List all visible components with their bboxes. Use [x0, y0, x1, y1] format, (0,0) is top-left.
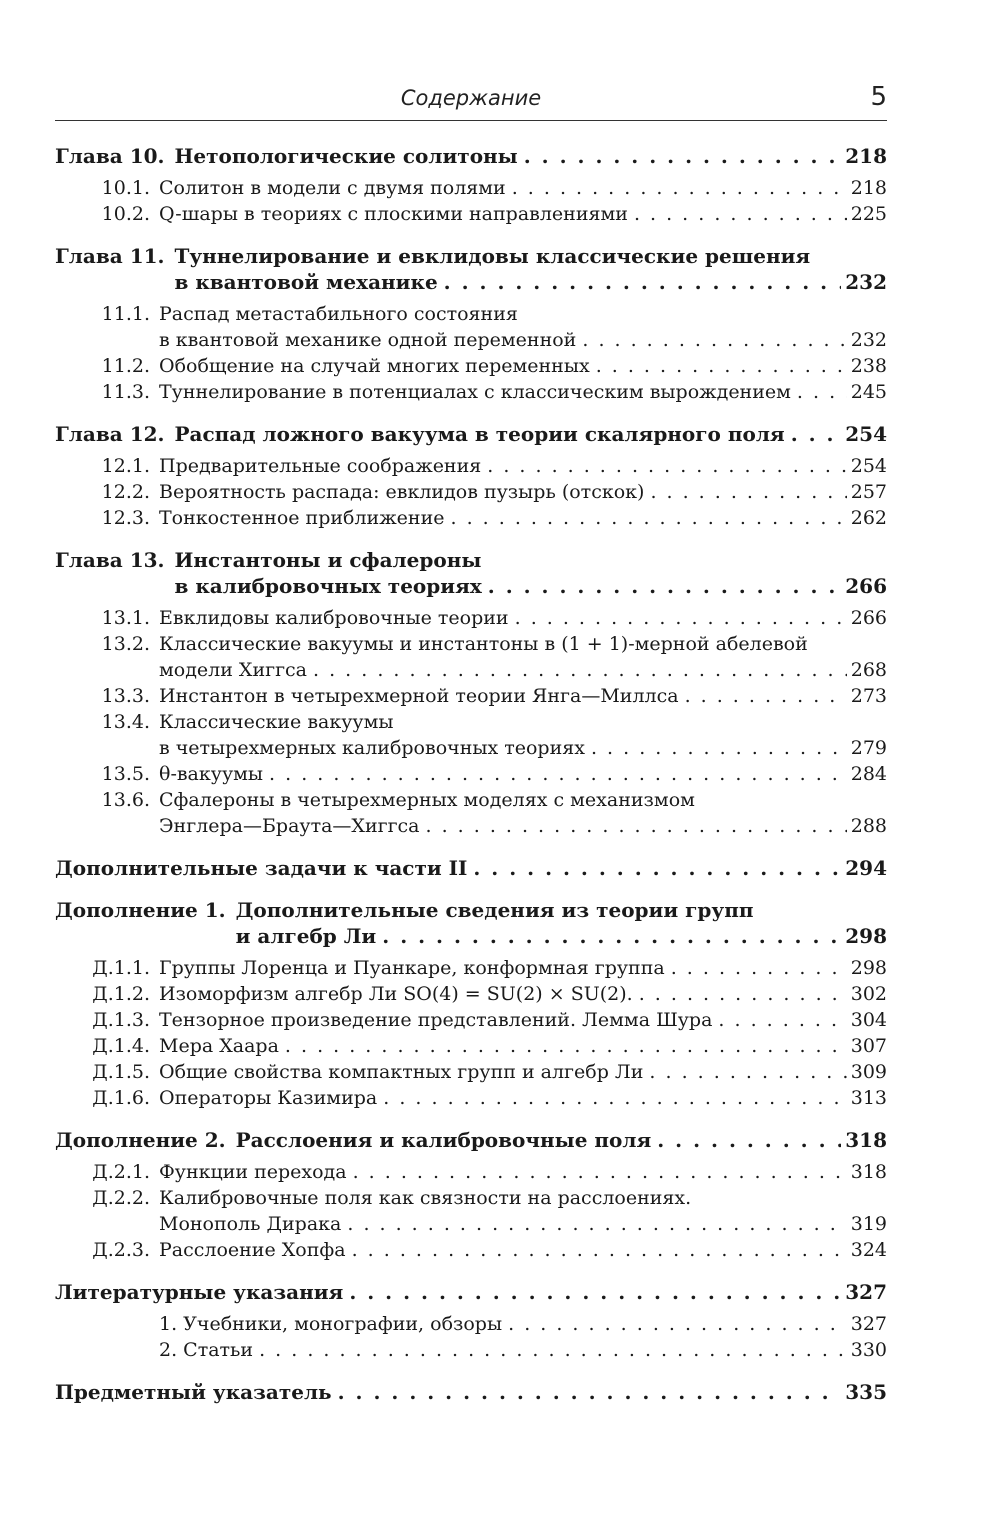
dot-leader	[718, 1007, 846, 1033]
toc-section	[55, 479, 887, 505]
toc-chapter	[55, 243, 887, 405]
dot-leader	[649, 1059, 846, 1085]
section-page: 254	[850, 455, 887, 477]
section-number: Д.2.3.	[92, 1239, 150, 1261]
section-title: Калибровочные поля как связности на расслоениях.	[159, 1187, 692, 1209]
section-title: Группы Лоренца и Пуанкаре, конформная группа	[159, 957, 665, 979]
section-page: 225	[850, 203, 887, 225]
dot-leader	[797, 379, 847, 405]
toc-section	[55, 1033, 887, 1059]
toc-chapter	[55, 1379, 887, 1405]
section-page: 288	[850, 815, 887, 837]
dot-leader	[508, 1311, 847, 1337]
dot-leader	[634, 201, 847, 227]
section-page: 279	[850, 737, 887, 759]
chapter-label: Глава 12.	[55, 422, 165, 446]
chapter-heading	[55, 855, 887, 881]
section-number: 13.1.	[101, 607, 150, 629]
section-number: 11.2.	[101, 355, 150, 377]
section-number: 12.1.	[101, 455, 150, 477]
section-title: Вероятность распада: евклидов пузырь (отскок)	[159, 481, 645, 503]
toc-section	[55, 683, 887, 709]
chapter-title: Нетопологические солитоны	[174, 144, 518, 168]
chapter-label: Глава 13.	[55, 548, 165, 572]
dot-leader	[382, 923, 841, 949]
dot-leader	[512, 175, 847, 201]
section-title: Операторы Казимира	[159, 1087, 378, 1109]
toc-section	[55, 1007, 887, 1033]
section-page: 245	[850, 381, 887, 403]
toc-chapter	[55, 855, 887, 881]
chapter-title: Инстантоны и сфалероны	[174, 548, 482, 572]
section-title: θ-вакуумы	[159, 763, 264, 785]
section-page: 313	[850, 1087, 887, 1109]
chapter-page: 218	[845, 144, 887, 168]
section-page: 318	[850, 1161, 887, 1183]
section-title: Тензорное произведение представлений. Лемма Шура	[159, 1009, 713, 1031]
section-number: Д.1.4.	[92, 1035, 150, 1057]
section-title: Классические вакуумы	[159, 711, 394, 733]
section-number: 12.2.	[101, 481, 150, 503]
section-number: 10.1.	[101, 177, 150, 199]
chapter-title: Дополнительные сведения из теории групп	[235, 898, 754, 922]
section-number: 13.4.	[101, 711, 150, 733]
chapter-heading	[55, 547, 887, 599]
dot-leader	[338, 1379, 842, 1405]
section-number: Д.1.3.	[92, 1009, 150, 1031]
dot-leader	[347, 1211, 846, 1237]
section-number: 11.3.	[101, 381, 150, 403]
section-title: Обобщение на случай многих переменных	[159, 355, 590, 377]
chapter-page: 318	[845, 1128, 887, 1152]
section-page: 268	[850, 659, 887, 681]
section-page: 257	[850, 481, 887, 503]
chapter-page: 232	[845, 270, 887, 294]
chapter-page: 266	[845, 574, 887, 598]
toc-section	[55, 379, 887, 405]
dot-leader	[515, 605, 847, 631]
section-number: 13.5.	[101, 763, 150, 785]
toc-chapter	[55, 421, 887, 531]
chapter-page: 298	[845, 924, 887, 948]
section-title: Мера Хаара	[159, 1035, 279, 1057]
section-title: 2. Статьи	[159, 1339, 254, 1361]
section-number: 13.6.	[101, 789, 150, 811]
toc-section	[55, 353, 887, 379]
toc-chapter	[55, 1279, 887, 1363]
running-head-title: Содержание	[400, 86, 542, 110]
section-title: Общие свойства компактных групп и алгебр Ли	[159, 1061, 644, 1083]
chapter-title: Туннелирование и евклидовы классические решения	[174, 244, 811, 268]
table-of-contents	[55, 143, 887, 1405]
section-page: 232	[850, 329, 887, 351]
chapter-title: в калибровочных теориях	[174, 574, 482, 598]
section-number: Д.1.5.	[92, 1061, 150, 1083]
dot-leader	[657, 1127, 841, 1153]
toc-section	[55, 709, 887, 761]
section-title: Монополь Дирака	[159, 1213, 342, 1235]
section-title: Солитон в модели с двумя полями	[159, 177, 506, 199]
chapter-title: Распад ложного вакуума в теории скалярного поля	[174, 422, 785, 446]
chapter-title: в квантовой механике	[174, 270, 438, 294]
dot-leader	[639, 981, 847, 1007]
section-page: 302	[850, 983, 887, 1005]
page-number: 5	[870, 82, 887, 112]
section-page: 309	[850, 1061, 887, 1083]
chapter-label: Дополнение 2.	[55, 1128, 226, 1152]
section-page: 273	[850, 685, 887, 707]
section-title: Функции перехода	[159, 1161, 347, 1183]
chapter-heading	[55, 143, 887, 169]
chapter-title: Литературные указания	[55, 1280, 344, 1304]
running-head	[55, 82, 887, 121]
dot-leader	[352, 1237, 847, 1263]
chapter-heading	[55, 1379, 887, 1405]
dot-leader	[383, 1085, 846, 1111]
toc-section	[55, 955, 887, 981]
dot-leader	[313, 657, 847, 683]
dot-leader	[671, 955, 847, 981]
section-number: 12.3.	[101, 507, 150, 529]
chapter-title: Предметный указатель	[55, 1380, 332, 1404]
dot-leader	[259, 1337, 847, 1363]
toc-chapter	[55, 897, 887, 1111]
chapter-heading	[55, 1127, 887, 1153]
toc-section	[55, 605, 887, 631]
dot-leader	[685, 683, 847, 709]
section-title: Тонкостенное приближение	[159, 507, 445, 529]
section-title: Q-шары в теориях с плоскими направлениями	[159, 203, 628, 225]
section-title: Классические вакуумы и инстантоны в (1 + 1)-мерной абелевой	[159, 633, 808, 655]
toc-section	[55, 1085, 887, 1111]
section-title: модели Хиггса	[159, 659, 308, 681]
dot-leader	[596, 353, 847, 379]
toc-section	[55, 1185, 887, 1237]
section-title: Распад метастабильного состояния	[159, 303, 518, 325]
chapter-heading	[55, 243, 887, 295]
toc-section	[55, 981, 887, 1007]
section-title: Инстантон в четырехмерной теории Янга—Миллса	[159, 685, 679, 707]
section-page: 319	[850, 1213, 887, 1235]
section-title: Евклидовы калибровочные теории	[159, 607, 509, 629]
dot-leader	[650, 479, 846, 505]
chapter-page: 327	[845, 1280, 887, 1304]
chapter-heading	[55, 421, 887, 447]
section-page: 324	[850, 1239, 887, 1261]
section-page: 327	[850, 1313, 887, 1335]
section-title: в четырехмерных калибровочных теориях	[159, 737, 585, 759]
dot-leader	[353, 1159, 847, 1185]
section-page: 238	[850, 355, 887, 377]
dot-leader	[582, 327, 846, 353]
section-title: Туннелирование в потенциалах с классическим вырождением	[159, 381, 791, 403]
section-number: 13.3.	[101, 685, 150, 707]
toc-section	[55, 761, 887, 787]
dot-leader	[487, 453, 846, 479]
section-number: 11.1.	[101, 303, 150, 325]
chapter-title: Расслоения и калибровочные поля	[235, 1128, 652, 1152]
section-number: Д.2.2.	[92, 1187, 150, 1209]
dot-leader	[444, 269, 842, 295]
toc-section	[55, 631, 887, 683]
section-page: 284	[850, 763, 887, 785]
section-title: в квантовой механике одной переменной	[159, 329, 577, 351]
toc-section	[55, 1311, 887, 1337]
toc-section	[55, 201, 887, 227]
section-page: 262	[850, 507, 887, 529]
dot-leader	[451, 505, 847, 531]
chapter-heading	[55, 897, 887, 949]
dot-leader	[591, 735, 847, 761]
toc-chapter	[55, 547, 887, 839]
chapter-title: и алгебр Ли	[235, 924, 377, 948]
dot-leader	[269, 761, 847, 787]
chapter-label: Дополнение 1.	[55, 898, 226, 922]
dot-leader	[285, 1033, 847, 1059]
section-page: 304	[850, 1009, 887, 1031]
toc-section	[55, 1237, 887, 1263]
toc-section	[55, 301, 887, 353]
section-number: Д.1.6.	[92, 1087, 150, 1109]
section-number: 13.2.	[101, 633, 150, 655]
chapter-page: 254	[845, 422, 887, 446]
section-title: Изоморфизм алгебр Ли SO(4) = SU(2) × SU(2).	[159, 983, 633, 1005]
toc-chapter	[55, 143, 887, 227]
dot-leader	[791, 421, 842, 447]
chapter-title: Дополнительные задачи к части II	[55, 856, 468, 880]
section-title: 1. Учебники, монографии, обзоры	[159, 1313, 503, 1335]
toc-section	[55, 175, 887, 201]
section-number: Д.2.1.	[92, 1161, 150, 1183]
toc-section	[55, 453, 887, 479]
toc-section	[55, 787, 887, 839]
section-number: 10.2.	[101, 203, 150, 225]
toc-section	[55, 505, 887, 531]
dot-leader	[426, 813, 847, 839]
section-page: 330	[850, 1339, 887, 1361]
dot-leader	[524, 143, 842, 169]
dot-leader	[349, 1279, 841, 1305]
section-page: 298	[850, 957, 887, 979]
section-title: Предварительные соображения	[159, 455, 482, 477]
toc-section	[55, 1059, 887, 1085]
section-page: 218	[850, 177, 887, 199]
chapter-label: Глава 11.	[55, 244, 165, 268]
section-number: Д.1.1.	[92, 957, 150, 979]
section-number: Д.1.2.	[92, 983, 150, 1005]
chapter-heading	[55, 1279, 887, 1305]
chapter-page: 294	[845, 856, 887, 880]
dot-leader	[488, 573, 841, 599]
toc-section	[55, 1159, 887, 1185]
chapter-page: 335	[845, 1380, 887, 1404]
section-page: 307	[850, 1035, 887, 1057]
section-title: Энглера—Браута—Хиггса	[159, 815, 420, 837]
toc-section	[55, 1337, 887, 1363]
toc-chapter	[55, 1127, 887, 1263]
chapter-label: Глава 10.	[55, 144, 165, 168]
section-title: Расслоение Хопфа	[159, 1239, 346, 1261]
section-page: 266	[850, 607, 887, 629]
dot-leader	[473, 855, 841, 881]
section-title: Сфалероны в четырехмерных моделях с механизмом	[159, 789, 695, 811]
